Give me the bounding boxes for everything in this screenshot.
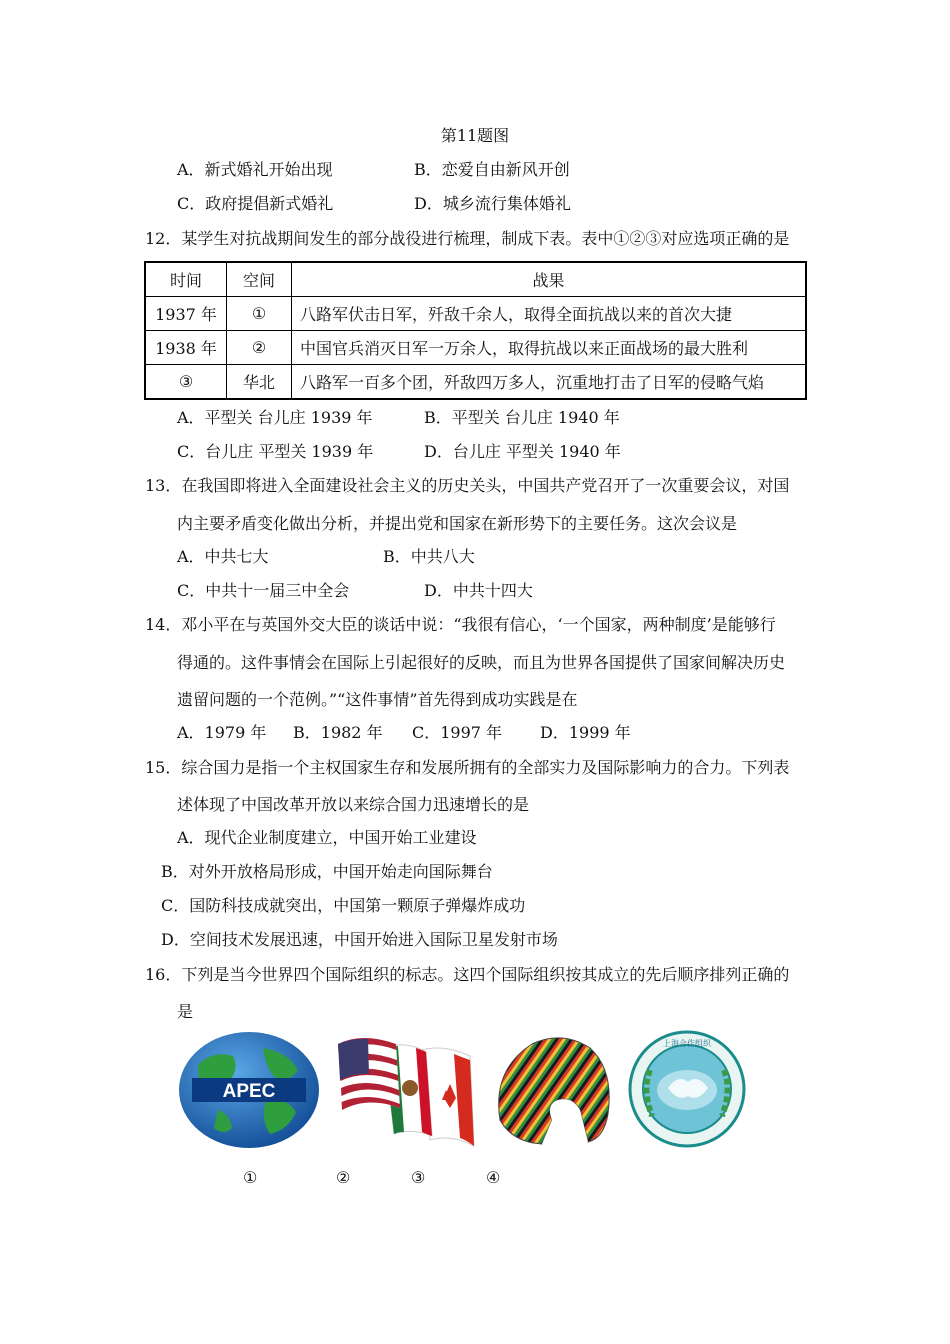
q13-option-b: B．中共八大: [383, 547, 475, 566]
dove-icon: [492, 1030, 614, 1150]
q14-option-d: D．1999 年: [540, 723, 631, 742]
q12-option-c: C．台儿庄 平型关 1939 年: [177, 442, 374, 461]
table-cell: 1938 年: [145, 331, 227, 365]
apec-logo-text: APEC: [222, 1081, 276, 1102]
table-header-row: [145, 262, 806, 297]
q14-stem-line2: 得通的。这件事情会在国际上引起很好的反映，而且为世界各国提供了国家间解决历史: [177, 653, 786, 672]
table-cell: ③: [145, 365, 227, 400]
table-header-place: 空间: [227, 262, 292, 297]
apec-globe-icon: [178, 1030, 320, 1150]
logo-label-1: ①: [243, 1168, 258, 1187]
q12-option-a: A．平型关 台儿庄 1939 年: [177, 408, 373, 427]
flags-icon: [334, 1030, 478, 1154]
q11-option-d: D．城乡流行集体婚礼: [414, 194, 571, 213]
figure-caption: 第11题图: [440, 126, 510, 145]
table-cell: 华北: [227, 365, 292, 400]
table-row: [145, 365, 806, 400]
table-cell: 八路军伏击日军，歼敌千余人，取得全面抗战以来的首次大捷: [292, 297, 807, 331]
q15-option-c: C．国防科技成就突出，中国第一颗原子弹爆炸成功: [161, 896, 526, 915]
q13-option-a: A．中共七大: [177, 547, 269, 566]
q16-stem-line2: 是: [177, 1002, 194, 1021]
q13-stem-line1: 13．在我国即将进入全面建设社会主义的历史关头，中国共产党召开了一次重要会议，对国: [145, 476, 790, 495]
logo-label-2: ②: [336, 1168, 351, 1187]
q15-stem-line2: 述体现了中国改革开放以来综合国力迅速增长的是: [177, 795, 530, 814]
table-header-time: 时间: [145, 262, 227, 297]
table-row: [145, 297, 806, 331]
q15-option-d: D．空间技术发展迅速，中国开始进入国际卫星发射市场: [161, 930, 558, 949]
table-cell: 中国官兵消灭日军一万余人，取得抗战以来正面战场的最大胜利: [292, 331, 807, 365]
q11-option-b: B．恋爱自由新风开创: [414, 160, 570, 179]
apec-logo: [178, 1030, 320, 1150]
table-row: [145, 331, 806, 365]
q14-option-b: B．1982 年: [293, 723, 383, 742]
q15-option-b: B．对外开放格局形成，中国开始走向国际舞台: [161, 862, 493, 881]
table-cell: 八路军一百多个团，歼敌四万多人，沉重地打击了日军的侵略气焰: [292, 365, 807, 400]
q12-option-d: D．台儿庄 平型关 1940 年: [424, 442, 621, 461]
q13-stem-line2: 内主要矛盾变化做出分析，并提出党和国家在新形势下的主要任务。这次会议是: [177, 514, 738, 533]
q12-option-b: B．平型关 台儿庄 1940 年: [424, 408, 620, 427]
dove-logo: [492, 1030, 614, 1150]
sco-logo: [628, 1030, 746, 1148]
table-header-result: 战果: [292, 262, 807, 297]
q11-option-a: A．新式婚礼开始出现: [177, 160, 333, 179]
logo-label-3: ③: [411, 1168, 426, 1187]
battle-table: [144, 261, 807, 400]
sco-logo-text: 上海合作组织: [663, 1039, 711, 1048]
q15-option-a: A．现代企业制度建立，中国开始工业建设: [177, 828, 477, 847]
q15-stem-line1: 15．综合国力是指一个主权国家生存和发展所拥有的全部实力及国际影响力的合力。下列表: [145, 758, 790, 777]
table-cell: ①: [227, 297, 292, 331]
q13-option-c: C．中共十一届三中全会: [177, 581, 350, 600]
q16-stem-line1: 16．下列是当今世界四个国际组织的标志。这四个国际组织按其成立的先后顺序排列正确的: [145, 965, 790, 984]
q14-option-a: A．1979 年: [177, 723, 267, 742]
q13-option-d: D．中共十四大: [424, 581, 533, 600]
q14-stem-line1: 14．邓小平在与英国外交大臣的谈话中说：“我很有信心，‘一个国家，两种制度’是能够行: [145, 615, 776, 634]
nafta-flags-logo: [334, 1030, 478, 1154]
q14-option-c: C．1997 年: [412, 723, 503, 742]
table-cell: ②: [227, 331, 292, 365]
q12-stem: 12．某学生对抗战期间发生的部分战役进行梳理，制成下表。表中①②③对应选项正确的是: [145, 229, 790, 248]
table-cell: 1937 年: [145, 297, 227, 331]
sco-emblem-icon: [628, 1030, 746, 1148]
logo-label-4: ④: [486, 1168, 501, 1187]
q11-option-c: C．政府提倡新式婚礼: [177, 194, 334, 213]
q14-stem-line3: 遗留问题的一个范例。”“这件事情”首先得到成功实践是在: [177, 690, 578, 709]
